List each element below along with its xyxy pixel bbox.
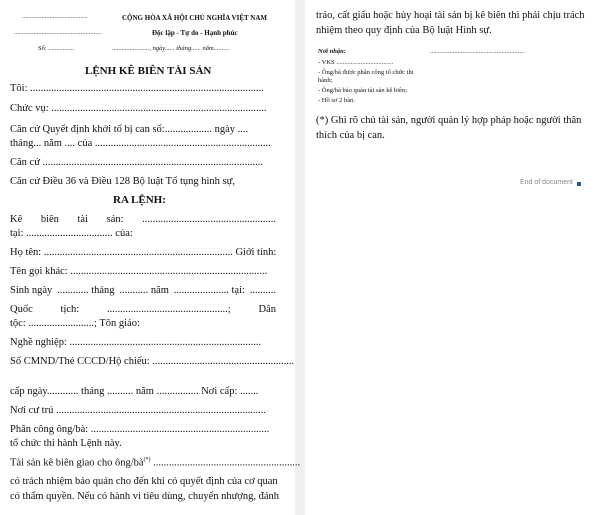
word: ..............................................; [107,304,231,315]
line-trach-nhiem-1: có trách nhiệm bảo quản cho đến khi có quyết định của cơ quan [10,476,278,487]
line-nghe-nghiep: Nghề nghiệp: ......................................................................... [10,337,262,348]
word: Kê [10,214,23,225]
dots: ........................................................ [150,457,301,469]
line-cmnd: Số CMND/Thẻ CCCD/Hộ chiếu: ...................................................... [10,356,295,367]
line-chuc-vu: Chức vụ: .................................................................................. [10,103,267,114]
footnote-line-2: thích của bị can. [316,130,385,141]
word: tài [77,214,89,225]
line-sinh-ngay [10,285,276,296]
end-of-document-label: End of document [520,179,573,186]
recipients-heading: Nơi nhận: [318,48,346,55]
line-cap-ngay: cấp ngày............ tháng .......... năm ................ Nơi cấp: ....... [10,386,259,397]
ra-lenh-heading: RA LỆNH: [113,194,166,206]
end-of-document-marker [577,182,581,186]
line-ho-ten: Họ tên: ........................................................................ Giới tính: [10,247,277,258]
recipient-assignee-2: hành; [318,77,333,84]
country-name: CỘNG HÒA XÃ HỘI CHỦ NGHĨA VIỆT NAM [122,14,268,22]
word: ............ tháng [57,285,115,296]
line-tai-san-giao [10,457,300,469]
line-can-cu: Căn cứ .................................................................................... [10,157,264,168]
recipient-assignee-1: - Ông/bà được phân công tổ chức thi [318,69,414,76]
recipients-dots: .......................................................... [430,48,525,55]
recipient-custodian: - Ông/bà bảo quản tài sản kê biên; [318,87,407,94]
word: sản: [106,214,124,225]
word: tịch: [60,304,80,315]
footnote-marker: (*) [143,457,151,463]
line-to-chuc: tổ chức thi hành Lệnh này. [10,438,122,449]
word: Dân [258,304,276,315]
document-title: LỆNH KÊ BIÊN TÀI SẢN [85,65,212,77]
word: Sinh ngày [10,285,53,296]
org-name-dots: ........................................ [22,13,87,20]
text: Tài sản kê biên giao cho ông/bà [10,457,144,469]
line-can-cu-qd-1: Căn cứ Quyết định khởi tố bị can số:.................. ngày .... [10,124,249,135]
line-quoc-tich [10,304,276,315]
word: Quốc [10,304,33,315]
line-can-cu-qd-2: tháng... năm .... của ................................................................... [10,138,271,149]
word: .......... [249,285,276,296]
dots: ................................................... [142,214,276,225]
word: biên [40,214,59,225]
word: ........... năm [119,285,169,296]
page-gap [295,0,305,515]
line-ten-goi-khac: Tên gọi khác: ........................................................................... [10,266,268,277]
org-name-dots-2: ...................................................... [14,29,102,36]
recipient-file: - Hồ sơ 2 bản. [318,97,355,104]
footnote-line-1: (*) Ghi rõ chủ tài sản, người quản lý hợp pháp hoặc người thân [316,115,582,126]
line-noi-cu-tru: Nơi cư trú ................................................................................ [10,405,266,416]
line-continued-1: tráo, cất giấu hoặc hủy hoại tài sản bị kê biên thì phải chịu trách [316,10,585,21]
line-tai: tại: ................................. của: [10,228,133,239]
line-ke-bien [10,214,276,225]
line-trach-nhiem-2: có thẩm quyền. Nếu có hành vi tiêu dùng, chuyển nhượng, đánh [10,491,280,502]
motto: Độc lập - Tự do - Hạnh phúc [152,29,238,37]
document-number: Số: ................ [38,45,75,52]
date-line: ......................., ngày...... tháng...... năm.......... [112,45,230,52]
word: ..................... tại: [173,285,245,296]
line-can-cu-dieu: Căn cứ Điều 36 và Điều 128 Bộ luật Tố tụng hình sự, [10,176,235,187]
recipient-vks: - VKS ................................... [318,59,394,66]
line-dan-toc: tộc: .........................; Tôn giáo: [10,318,140,329]
line-toi: Tôi: ......................................................................................... [10,83,264,94]
line-continued-2: nhiệm theo quy định của Bộ luật Hình sự. [316,25,492,36]
line-phan-cong: Phân công ông/bà: .................................................................... [10,424,270,435]
